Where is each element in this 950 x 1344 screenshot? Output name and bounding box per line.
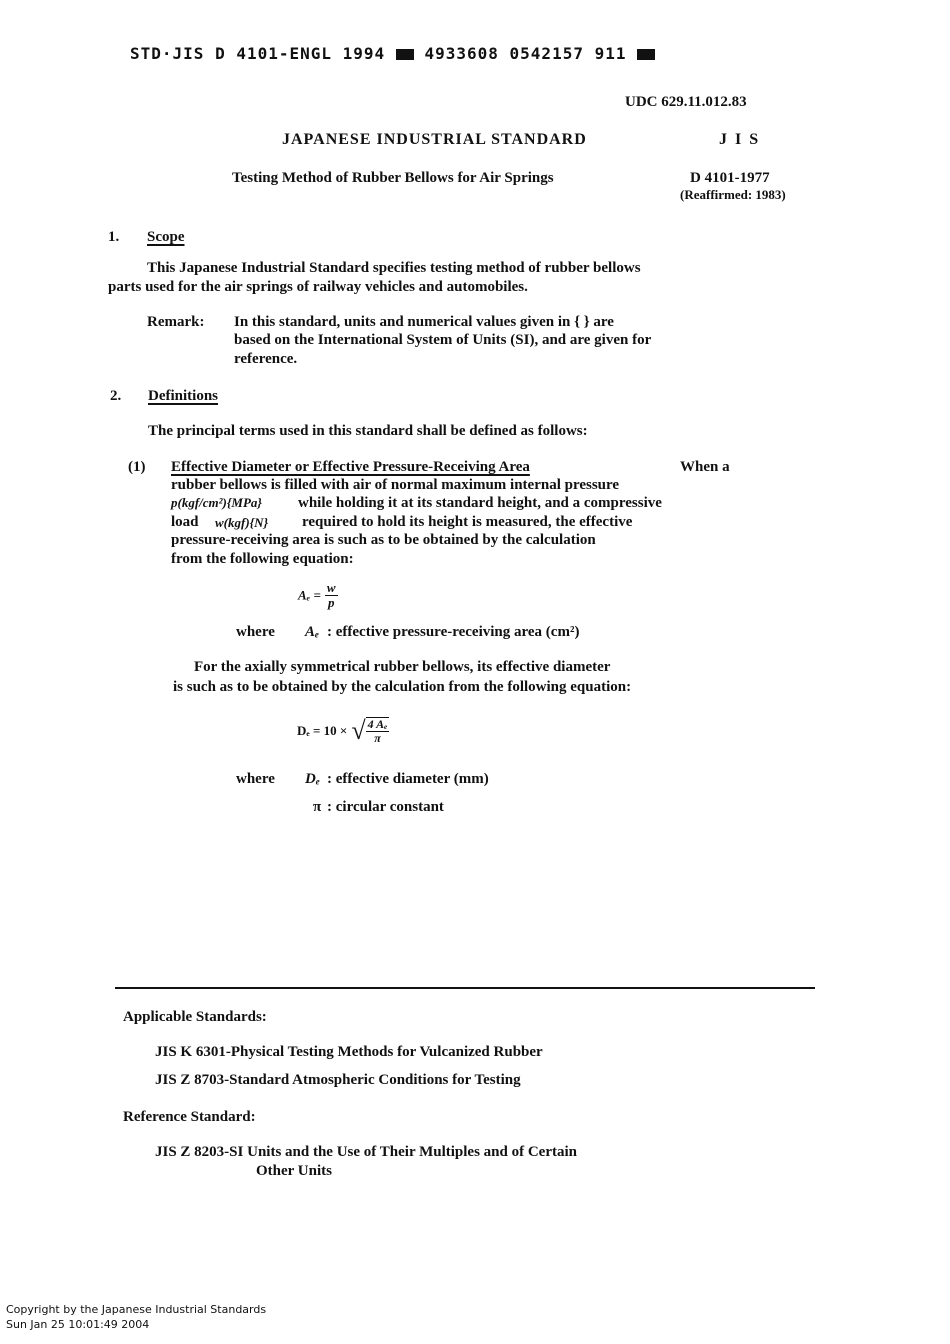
radicand xyxy=(366,717,390,745)
barcode-number: 4933608 0542157 911 xyxy=(424,44,627,63)
pressure-symbol: p(kgf/cm²){MPa} xyxy=(171,495,262,510)
item-label: (1) xyxy=(128,459,146,475)
udc-number: UDC 629.11.012.83 xyxy=(625,94,747,110)
document-title: Testing Method of Rubber Bellows for Air Springs xyxy=(232,170,554,186)
equation-effective-diameter xyxy=(297,716,389,746)
definition-text: required to hold its height is measured, the effective xyxy=(302,514,633,530)
section-divider xyxy=(115,987,815,989)
scope-paragraph: parts used for the air springs of railway vehicles and automobiles. xyxy=(108,279,528,295)
radical-sign-icon: √ xyxy=(351,716,366,745)
reference-standard-item: Other Units xyxy=(256,1163,332,1179)
reference-standard-heading: Reference Standard: xyxy=(123,1109,256,1125)
where-symbol: Aₑ xyxy=(305,624,320,640)
applicable-standards-heading: Applicable Standards: xyxy=(123,1009,267,1025)
applicable-standard-item: JIS Z 8703-Standard Atmospheric Conditions for Testing xyxy=(155,1072,521,1088)
standard-number: D 4101-1977 xyxy=(690,170,770,186)
equation-denominator: π xyxy=(374,731,381,745)
remark-text: In this standard, units and numerical values given in { } are xyxy=(234,314,614,330)
definition-text: while holding it at its standard height, and a compressive xyxy=(298,495,662,511)
equation-fraction xyxy=(325,581,338,610)
where-definition: : circular constant xyxy=(327,799,444,815)
axial-paragraph: is such as to be obtained by the calculation from the following equation: xyxy=(173,679,632,695)
reaffirmed-note: (Reaffirmed: 1983) xyxy=(680,187,786,202)
definition-text: When a xyxy=(680,459,730,475)
definition-text: from the following equation: xyxy=(171,551,354,567)
applicable-standard-item: JIS K 6301-Physical Testing Methods for Vulcanized Rubber xyxy=(155,1044,543,1060)
scope-paragraph: This Japanese Industrial Standard specifies testing method of rubber bellows xyxy=(147,260,641,276)
print-timestamp: Sun Jan 25 10:01:49 2004 xyxy=(6,1318,150,1331)
document-code-line xyxy=(130,44,655,63)
section-heading-scope: Scope xyxy=(147,229,185,245)
std-code: STD·JIS D 4101-ENGL 1994 xyxy=(130,44,386,63)
remark-text: reference. xyxy=(234,351,298,367)
where-symbol: π xyxy=(313,799,322,815)
remark-label: Remark: xyxy=(147,314,205,330)
equation-numerator: w xyxy=(326,580,336,595)
load-symbol: w(kgf){N} xyxy=(215,515,269,530)
axial-paragraph: For the axially symmetrical rubber bellows, its effective diameter xyxy=(194,659,611,675)
definition-text: rubber bellows is filled with air of normal maximum internal pressure xyxy=(171,477,620,493)
where-label: where xyxy=(236,771,275,787)
where-definition: : effective pressure-receiving area (cm²) xyxy=(327,624,580,640)
where-label: where xyxy=(236,624,275,640)
standard-name: JAPANESE INDUSTRIAL STANDARD xyxy=(282,131,587,148)
definition-text: pressure-receiving area is such as to be obtained by the calculation xyxy=(171,532,596,548)
equation-lhs: Aₑ = xyxy=(298,587,321,603)
where-symbol: Dₑ xyxy=(305,771,320,787)
definitions-intro: The principal terms used in this standard shall be defined as follows: xyxy=(148,423,588,439)
equation-effective-area xyxy=(298,581,338,610)
barcode-block-icon xyxy=(637,49,655,60)
section-number: 1. xyxy=(108,229,120,245)
copyright-notice: Copyright by the Japanese Industrial Standards xyxy=(6,1303,267,1316)
remark-text: based on the International System of Units (SI), and are given for xyxy=(234,332,652,348)
where-definition: : effective diameter (mm) xyxy=(327,771,489,787)
section-number: 2. xyxy=(110,388,122,404)
section-heading-definitions: Definitions xyxy=(148,388,219,404)
definition-text: load xyxy=(171,514,199,530)
reference-standard-item: JIS Z 8203-SI Units and the Use of Their Multiples and of Certain xyxy=(155,1144,577,1160)
equation-numerator: 4 Aₑ xyxy=(367,717,388,731)
square-root xyxy=(351,716,389,746)
jis-mark: J I S xyxy=(719,131,761,148)
defined-term: Effective Diameter or Effective Pressure-Receiving Area xyxy=(171,459,530,475)
barcode-block-icon xyxy=(396,49,414,60)
equation-denominator: p xyxy=(328,595,335,610)
equation-lhs: Dₑ = 10 × xyxy=(297,723,348,738)
